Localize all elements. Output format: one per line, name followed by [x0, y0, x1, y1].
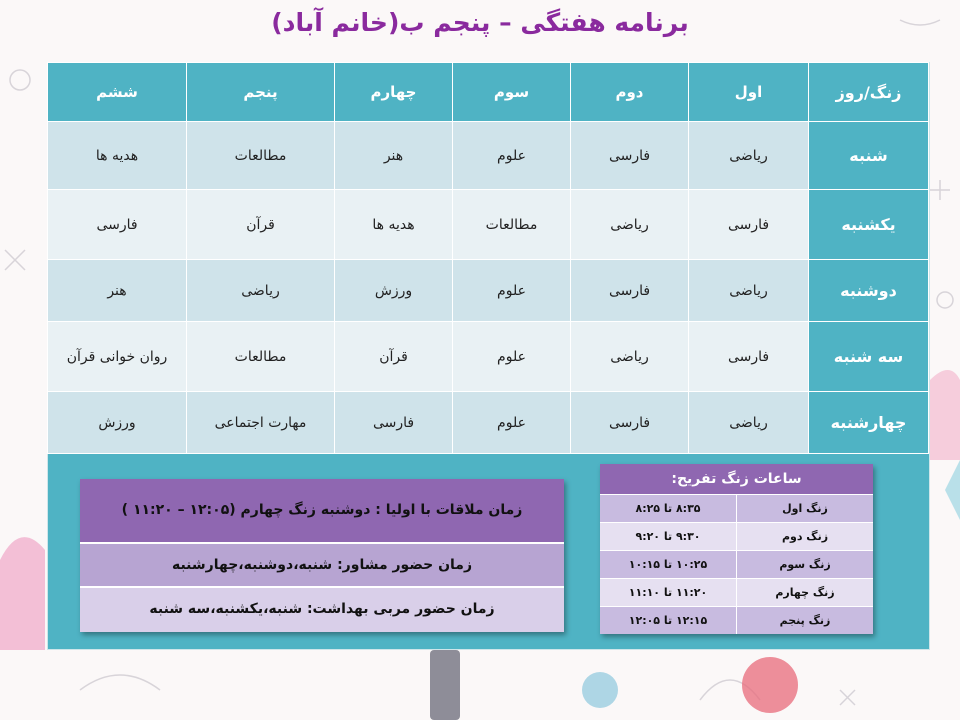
header-period-1: اول — [689, 63, 809, 122]
table-cell: ورزش — [335, 260, 453, 322]
table-row — [48, 392, 929, 454]
recess-period-name: زنگ سوم — [736, 551, 873, 578]
header-period-4: چهارم — [335, 63, 453, 122]
recess-row — [600, 522, 873, 550]
day-label: دوشنبه — [809, 260, 929, 322]
day-label: شنبه — [809, 122, 929, 190]
schedule-table — [47, 62, 929, 454]
recess-times-table — [600, 464, 873, 634]
table-cell: هنر — [335, 122, 453, 190]
table-cell: ورزش — [48, 392, 187, 454]
table-cell: قرآن — [187, 190, 335, 260]
recess-row — [600, 494, 873, 522]
recess-period-name: زنگ پنجم — [736, 607, 873, 634]
header-period-6: ششم — [48, 63, 187, 122]
table-cell: فارسی — [335, 392, 453, 454]
recess-heading: ساعات زنگ تفریح: — [600, 464, 873, 494]
recess-row — [600, 606, 873, 634]
recess-period-time: ۱۲:۱۵ تا ۱۲:۰۵ — [628, 614, 708, 627]
table-cell: مهارت اجتماعی — [187, 392, 335, 454]
table-cell: فارسی — [571, 122, 689, 190]
recess-period-time: ۱۱:۲۰ تا ۱۱:۱۰ — [628, 586, 708, 599]
table-header-row — [48, 63, 929, 122]
recess-period-name: زنگ چهارم — [736, 579, 873, 606]
table-row — [48, 122, 929, 190]
table-cell: فارسی — [689, 322, 809, 392]
recess-period-time: ۸:۳۵ تا ۸:۲۵ — [635, 502, 701, 515]
table-cell: فارسی — [571, 392, 689, 454]
header-period-3: سوم — [453, 63, 571, 122]
table-cell: مطالعات — [187, 322, 335, 392]
recess-period-name: زنگ اول — [736, 495, 873, 522]
table-cell: علوم — [453, 122, 571, 190]
table-cell: ریاضی — [187, 260, 335, 322]
recess-row — [600, 578, 873, 606]
table-cell: مطالعات — [453, 190, 571, 260]
header-period-2: دوم — [571, 63, 689, 122]
table-cell: هدیه ها — [335, 190, 453, 260]
table-cell: ریاضی — [689, 260, 809, 322]
table-cell: فارسی — [48, 190, 187, 260]
table-cell: ریاضی — [689, 122, 809, 190]
table-row — [48, 322, 929, 392]
table-cell: روان خوانی قرآن — [48, 322, 187, 392]
recess-period-name: زنگ دوم — [736, 523, 873, 550]
table-row — [48, 190, 929, 260]
table-cell: مطالعات — [187, 122, 335, 190]
recess-period-time: ۱۰:۲۵ تا ۱۰:۱۵ — [628, 558, 708, 571]
table-cell: هدیه ها — [48, 122, 187, 190]
table-cell: ریاضی — [571, 322, 689, 392]
day-label: چهارشنبه — [809, 392, 929, 454]
page-title: برنامه هفتگی – پنجم ب(خانم آباد) — [271, 8, 689, 37]
table-cell: هنر — [48, 260, 187, 322]
health-time-text: زمان حضور مربی بهداشت: شنبه،یکشنبه،سه شنبه — [80, 588, 564, 632]
counselor-time-text: زمان حضور مشاور: شنبه،دوشنبه،چهارشنبه — [80, 544, 564, 588]
recess-period-time: ۹:۳۰ تا ۹:۲۰ — [635, 530, 701, 543]
table-cell: ریاضی — [571, 190, 689, 260]
day-label: یکشنبه — [809, 190, 929, 260]
table-cell: قرآن — [335, 322, 453, 392]
header-period-5: پنجم — [187, 63, 335, 122]
meeting-time-text: زمان ملاقات با اولیا : دوشنبه زنگ چهارم (۱۲:۰۵ – ۱۱:۲۰ ) — [80, 479, 564, 544]
table-cell: علوم — [453, 322, 571, 392]
table-cell: علوم — [453, 392, 571, 454]
info-box — [80, 479, 564, 632]
table-cell: فارسی — [571, 260, 689, 322]
table-row — [48, 260, 929, 322]
table-cell: فارسی — [689, 190, 809, 260]
table-cell: علوم — [453, 260, 571, 322]
table-cell: ریاضی — [689, 392, 809, 454]
header-corner: زنگ/روز — [809, 63, 929, 122]
day-label: سه شنبه — [809, 322, 929, 392]
recess-row — [600, 550, 873, 578]
